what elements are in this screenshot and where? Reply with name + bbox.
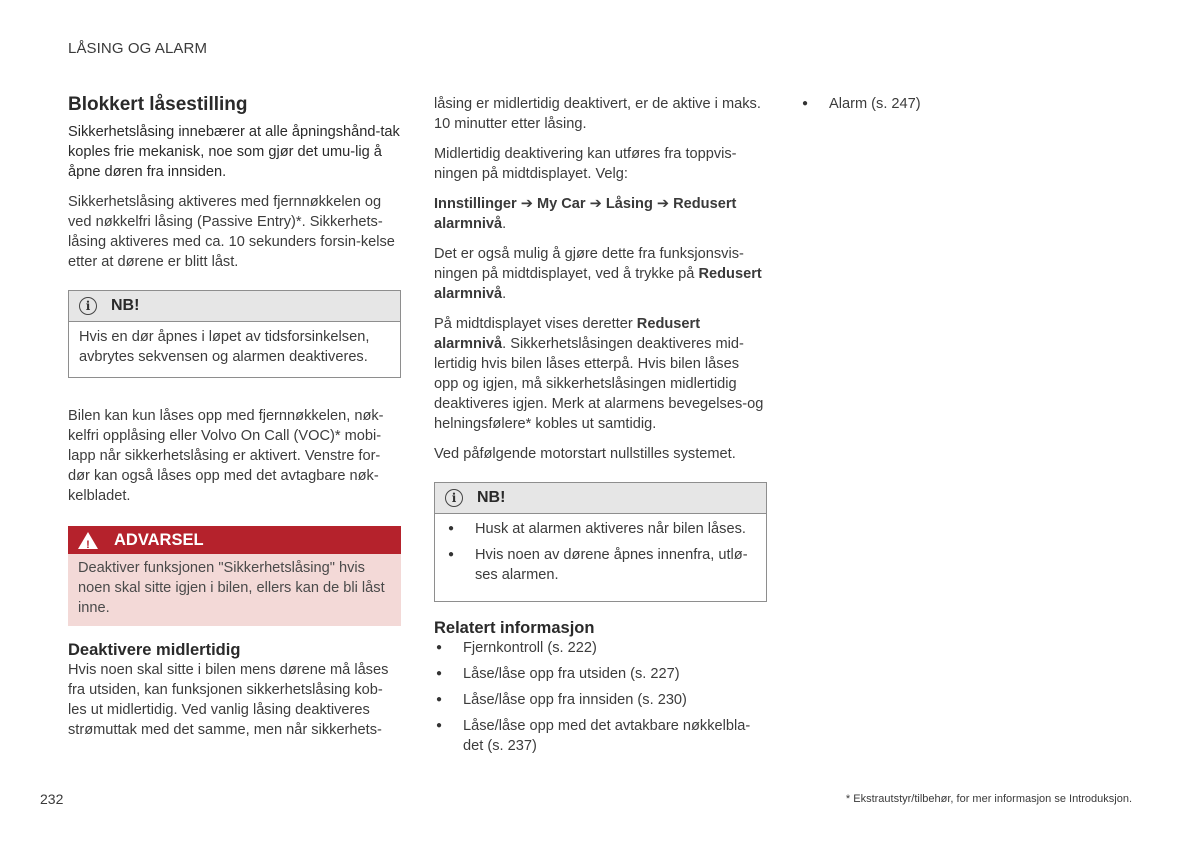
list-item: ● Hvis noen av dørene åpnes innenfra, utlø-ses alarmen. xyxy=(445,545,756,585)
text: . xyxy=(502,286,507,302)
footnote: * Ekstrautstyr/tilbehør, for mer informasjon se Introduksjon. xyxy=(845,793,1132,805)
running-header: LÅSING OG ALARM xyxy=(68,40,208,57)
note-title: NB! xyxy=(111,297,140,314)
paragraph: Bilen kan kun låses opp med fjernnøkkelen, nøk-kelfri opplåsing eller Volvo On Call (VOC)* mobi-lapp når sikkerhetslåsing er aktivert. Venstre for-dør kan også låses opp med det avtagbare nøk-kelbladet. xyxy=(68,408,384,504)
menu-step: Innstillinger xyxy=(434,196,517,212)
warning-title: ADVARSEL xyxy=(114,531,204,549)
warning-text: Deaktiver funksjonen "Sikkerhetslåsing" hvis noen skal sitte igjen i bilen, ellers kan de bli låst inne. xyxy=(78,560,385,616)
menu-step: My Car xyxy=(536,196,586,212)
section-heading: Blokkert låsestilling xyxy=(68,94,248,115)
paragraph xyxy=(434,314,767,434)
note-box xyxy=(434,482,767,602)
subsection-heading: Deaktivere midlertidig xyxy=(68,641,241,659)
note-text: Hvis en dør åpnes i løpet av tidsforsinkelsen, avbrytes sekvensen og alarmen deaktiveres. xyxy=(79,329,370,365)
related-list-continued xyxy=(800,94,1140,114)
warning-triangle-icon: ! xyxy=(78,532,98,549)
note-header xyxy=(69,291,400,322)
related-heading: Relatert informasjon xyxy=(434,619,595,637)
info-icon: i xyxy=(445,489,463,507)
column-left xyxy=(68,94,401,750)
warning-header xyxy=(68,526,401,554)
arrow-right-icon: ➔ xyxy=(656,196,670,212)
paragraph: Ved påfølgende motorstart nullstilles systemet. xyxy=(434,446,736,462)
column-middle xyxy=(434,94,767,762)
text: På midtdisplayet vises deretter xyxy=(434,316,633,332)
paragraph: Midlertidig deaktivering kan utføres fra toppvis-ningen på midtdisplayet. Velg: xyxy=(434,146,737,182)
page-number: 232 xyxy=(40,791,64,807)
list-item: ● Husk at alarmen aktiveres når bilen låses. xyxy=(445,519,756,539)
text: . Sikkerhetslåsingen deaktiveres mid-lertidig hvis bilen låses etterpå. Hvis bilen låses opp og igjen, må sikkerhetslåsingen midlertidig deaktiveres igjen. Merk at alarmens bevegelses-og helningsfølere* kobles ut samtidig. xyxy=(434,336,764,432)
bold-term: Redusert alarmnivå xyxy=(434,266,762,302)
paragraph: låsing er midlertidig deaktivert, er de aktive i maks. 10 minutter etter låsing. xyxy=(434,96,761,132)
paragraph: Sikkerhetslåsing aktiveres med fjernnøkkelen og ved nøkkelfri låsing (Passive Entry)*. Sikkerhets-låsing aktiveres med ca. 10 sekunders forsin-kelse etter at dørene er blitt låst. xyxy=(68,194,395,270)
related-link[interactable]: ● Låse/låse opp med det avtakbare nøkkelbla-det (s. 237) xyxy=(434,716,767,756)
note-body xyxy=(435,514,766,601)
note-box xyxy=(68,290,401,378)
note-title: NB! xyxy=(477,489,506,506)
menu-step: Låsing xyxy=(605,196,653,212)
arrow-right-icon: ➔ xyxy=(589,196,602,212)
paragraph xyxy=(434,244,767,304)
related-link[interactable]: ● Låse/låse opp fra innsiden (s. 230) xyxy=(434,690,767,710)
menu-path xyxy=(434,194,767,234)
related-link[interactable]: ● Låse/låse opp fra utsiden (s. 227) xyxy=(434,664,767,684)
arrow-right-icon: ➔ xyxy=(520,196,533,212)
punctuation: . xyxy=(502,216,507,232)
column-right xyxy=(800,94,1140,120)
paragraph: Hvis noen skal sitte i bilen mens dørene må låses fra utsiden, kan funksjonen sikkerhetslåsing kob-les ut midlertidig. Ved vanlig låsing deaktiveres strømuttak med det samme, men når sikkerhets- xyxy=(68,662,389,738)
bold-term: Redusert alarmnivå xyxy=(434,316,701,352)
related-link[interactable]: ● Alarm (s. 247) xyxy=(800,94,1140,114)
menu-step: Redusert alarmnivå xyxy=(434,196,737,232)
related-link[interactable]: ● Fjernkontroll (s. 222) xyxy=(434,638,767,658)
warning-box xyxy=(68,526,401,626)
info-icon: i xyxy=(79,297,97,315)
text: Det er også mulig å gjøre dette fra funksjonsvis-ningen på midtdisplayet, ved å trykke på xyxy=(434,246,744,282)
note-header xyxy=(435,483,766,514)
intro-paragraph: Sikkerhetslåsing innebærer at alle åpningshånd-tak koples frie mekanisk, noe som gjør det umu-lig å åpne døren fra innsiden. xyxy=(68,124,400,180)
note-list xyxy=(445,519,756,585)
related-list xyxy=(434,638,767,756)
